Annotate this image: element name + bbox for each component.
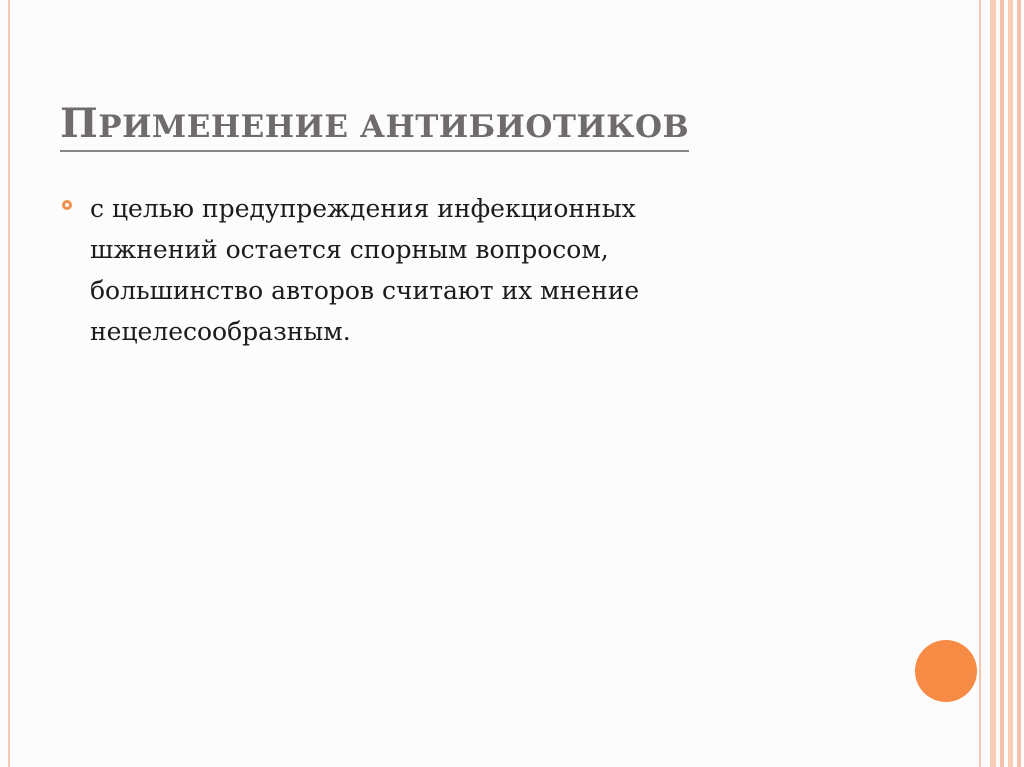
bullet-item [62,188,782,352]
right-stripe-5 [1017,0,1021,767]
right-stripe-2 [990,0,996,767]
right-stripe-3 [1000,0,1004,767]
orange-circle-icon [915,640,977,702]
right-stripe-4 [1008,0,1013,767]
right-stripe-1 [979,0,981,767]
slide-title [60,100,690,152]
left-border-line [8,0,10,767]
slide-title-rest: РИМЕНЕНИЕ АНТИБИОТИКОВ [98,109,690,145]
ring-bullet-icon [62,200,72,210]
bullet-text: с целью предупреждения инфекционных шжнений остается спорным вопросом, большинство авторов считают их мнение нецелесообразным. [90,194,640,346]
bullet-list [62,188,782,352]
slide-title-initial: П [60,100,99,147]
